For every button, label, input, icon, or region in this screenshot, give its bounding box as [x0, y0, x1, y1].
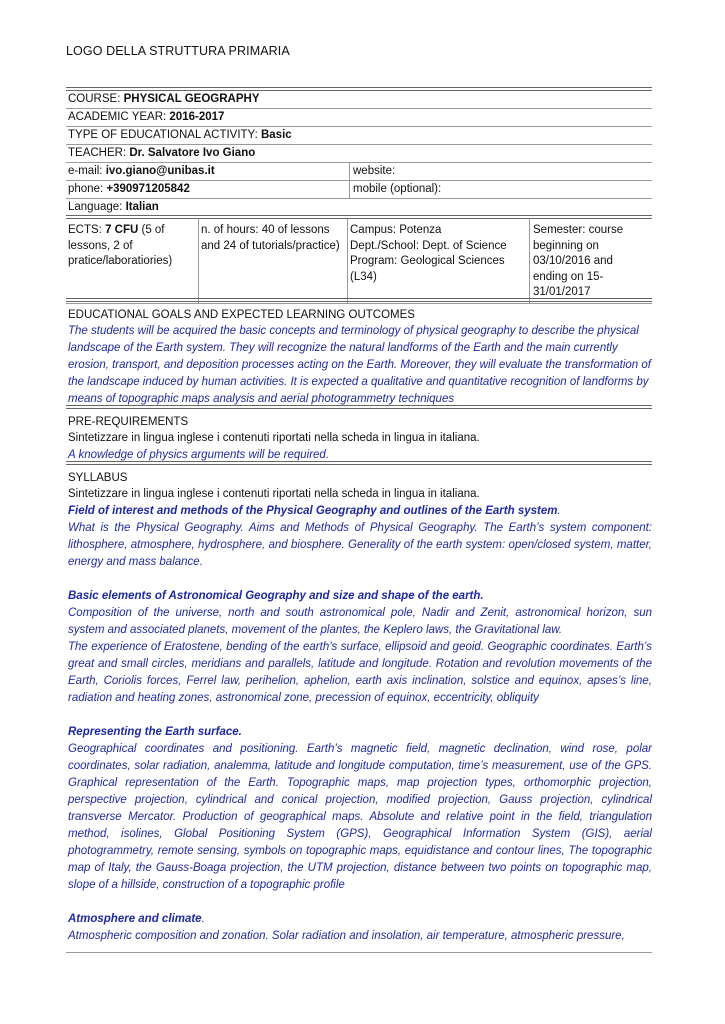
year-value: 2016-2017	[169, 111, 225, 123]
website-label: website:	[353, 165, 396, 177]
goals-section	[66, 298, 652, 408]
course-row: COURSE: PHYSICAL GEOGRAPHY	[66, 91, 652, 109]
syllabus-section	[66, 461, 652, 945]
info-table	[66, 87, 652, 216]
phone-value: +390971205842	[106, 183, 190, 195]
prereq-note: Sintetizzare in lingua inglese i contenuti riportati nella scheda in lingua in italiana.	[68, 432, 480, 444]
prereq-text: A knowledge of physics arguments will be required.	[68, 449, 330, 461]
syllabus-note: Sintetizzare in lingua inglese i contenuti riportati nella scheda in lingua in italiana.	[68, 488, 480, 500]
syllabus-heading: SYLLABUS	[68, 472, 128, 484]
mobile-label: mobile (optional):	[353, 183, 442, 195]
type-row: TYPE OF EDUCATIONAL ACTIVITY: Basic	[66, 127, 652, 145]
prereq-heading: PRE-REQUIREMENTS	[68, 416, 189, 428]
divider	[66, 405, 652, 409]
phone-row: phone: +390971205842 mobile (optional):	[66, 181, 652, 199]
divider	[66, 461, 652, 465]
syllabus-paragraph: Atmospheric composition and zonation. Solar radiation and insolation, air temperature, atmospheric pressure,	[68, 930, 625, 942]
course-value: PHYSICAL GEOGRAPHY	[123, 93, 260, 105]
bottom-divider	[66, 952, 652, 953]
details-row	[66, 219, 652, 304]
prereq-section	[66, 405, 652, 464]
teacher-row: TEACHER: Dr. Salvatore Ivo Giano	[66, 145, 652, 163]
language-row: Language: Italian	[68, 201, 159, 213]
syllabus-paragraph: Geographical coordinates and positioning. Earth’s magnetic field, magnetic declination, wind rose, polar coordinates, solar radiation, analemma, latitude and longitude computation, time’s measurement, use of the GPS. Graphical representation of the Earth. Topographic maps, map projection types, orthomorphic projection, perspective projection, cylindrical and conical projection, modified projection, Gauss projection, cylindrical transverse Mercator. Production of geographical maps. Absolute and relative point in the field, triangulation method, isolines, Global Positioning System (GPS), Geographical Information System (GIS), aerial photogrammetry, remote sensing, symbols on topographic maps, equidistance and contour lines, The topographic map of Italy, the Gauss-Boaga projection, the UTM projection, distance between two points on topographic map, slope of a hillside, construction of a topographic profile	[68, 743, 652, 891]
semester-cell: Semester: course beginning on 03/10/2016 and ending on 15-31/01/2017	[533, 224, 624, 298]
hours-cell: n. of hours: 40 of lessons and 24 of tutorials/practice)	[199, 219, 348, 303]
email-value: ivo.giano@unibas.it	[105, 165, 215, 177]
goals-heading: EDUCATIONAL GOALS AND EXPECTED LEARNING OUTCOMES	[68, 309, 415, 321]
syllabus-paragraph: Composition of the universe, north and south astronomical pole, Nadir and Zenit, astronomical horizon, sun system and associated planets, movement of the plantes, the Keplero laws, the Gravitational law.	[68, 607, 652, 636]
syllabus-section-title: Field of interest and methods of the Physical Geography and outlines of the Earth system.	[68, 505, 561, 517]
syllabus-paragraph: What is the Physical Geography. Aims and Methods of Physical Geography. The Earth’s system component: lithosphere, atmosphere, hydrosphere, and biosphere. Generality of the earth system: open/closed system, matter, energy and mass balance.	[68, 522, 652, 568]
year-row: ACADEMIC YEAR: 2016-2017	[66, 109, 652, 127]
details-table	[66, 215, 652, 304]
divider	[66, 298, 652, 302]
email-row: e-mail: ivo.giano@unibas.it website:	[66, 163, 652, 181]
logo-placeholder: LOGO DELLA STRUTTURA PRIMARIA	[66, 44, 290, 58]
syllabus-section-title: Representing the Earth surface.	[68, 726, 242, 738]
syllabus-section-title: Atmosphere and climate.	[68, 913, 205, 925]
ects-cell: ECTS: 7 CFU (5 of lessons, 2 of pratice/laboratiories)	[66, 219, 199, 303]
type-value: Basic	[260, 129, 292, 141]
syllabus-paragraph: The experience of Eratostene, bending of the earth’s surface, ellipsoid and geoid. Geographic coordinates. Earth’s great and small circles, meridians and parallels, latitude and longitude. Rotation and revolution movements of the Earth, Coriolis forces, Ferrel law, perihelion, aphelion, earth axis inclination, solstice and equinox, apses’s line, radiation and heating zones, astronomical zone, precession of equinox, eccentricity, obliquity	[68, 641, 652, 704]
goals-text: The students will be acquired the basic concepts and terminology of physical geography to describe the physical landscape of the Earth system. They will recognize the natural landforms of the Earth and the main currently erosion, transport, and deposition processes acting on the Earth. Moreover, they will evaluate the transformation of the landscape induced by human activities. It is expected a qualitative and quantitative recognition of landforms by means of topographic maps analysis and aerial photogrammetry techniques	[68, 325, 651, 405]
campus-cell: Campus: Potenza Dept./School: Dept. of Science Program: Geological Sciences (L34)	[348, 219, 530, 303]
language-value: Italian	[125, 201, 159, 213]
teacher-value: Dr. Salvatore Ivo Giano	[129, 147, 256, 159]
syllabus-section-title: Basic elements of Astronomical Geography and size and shape of the earth.	[68, 590, 484, 602]
